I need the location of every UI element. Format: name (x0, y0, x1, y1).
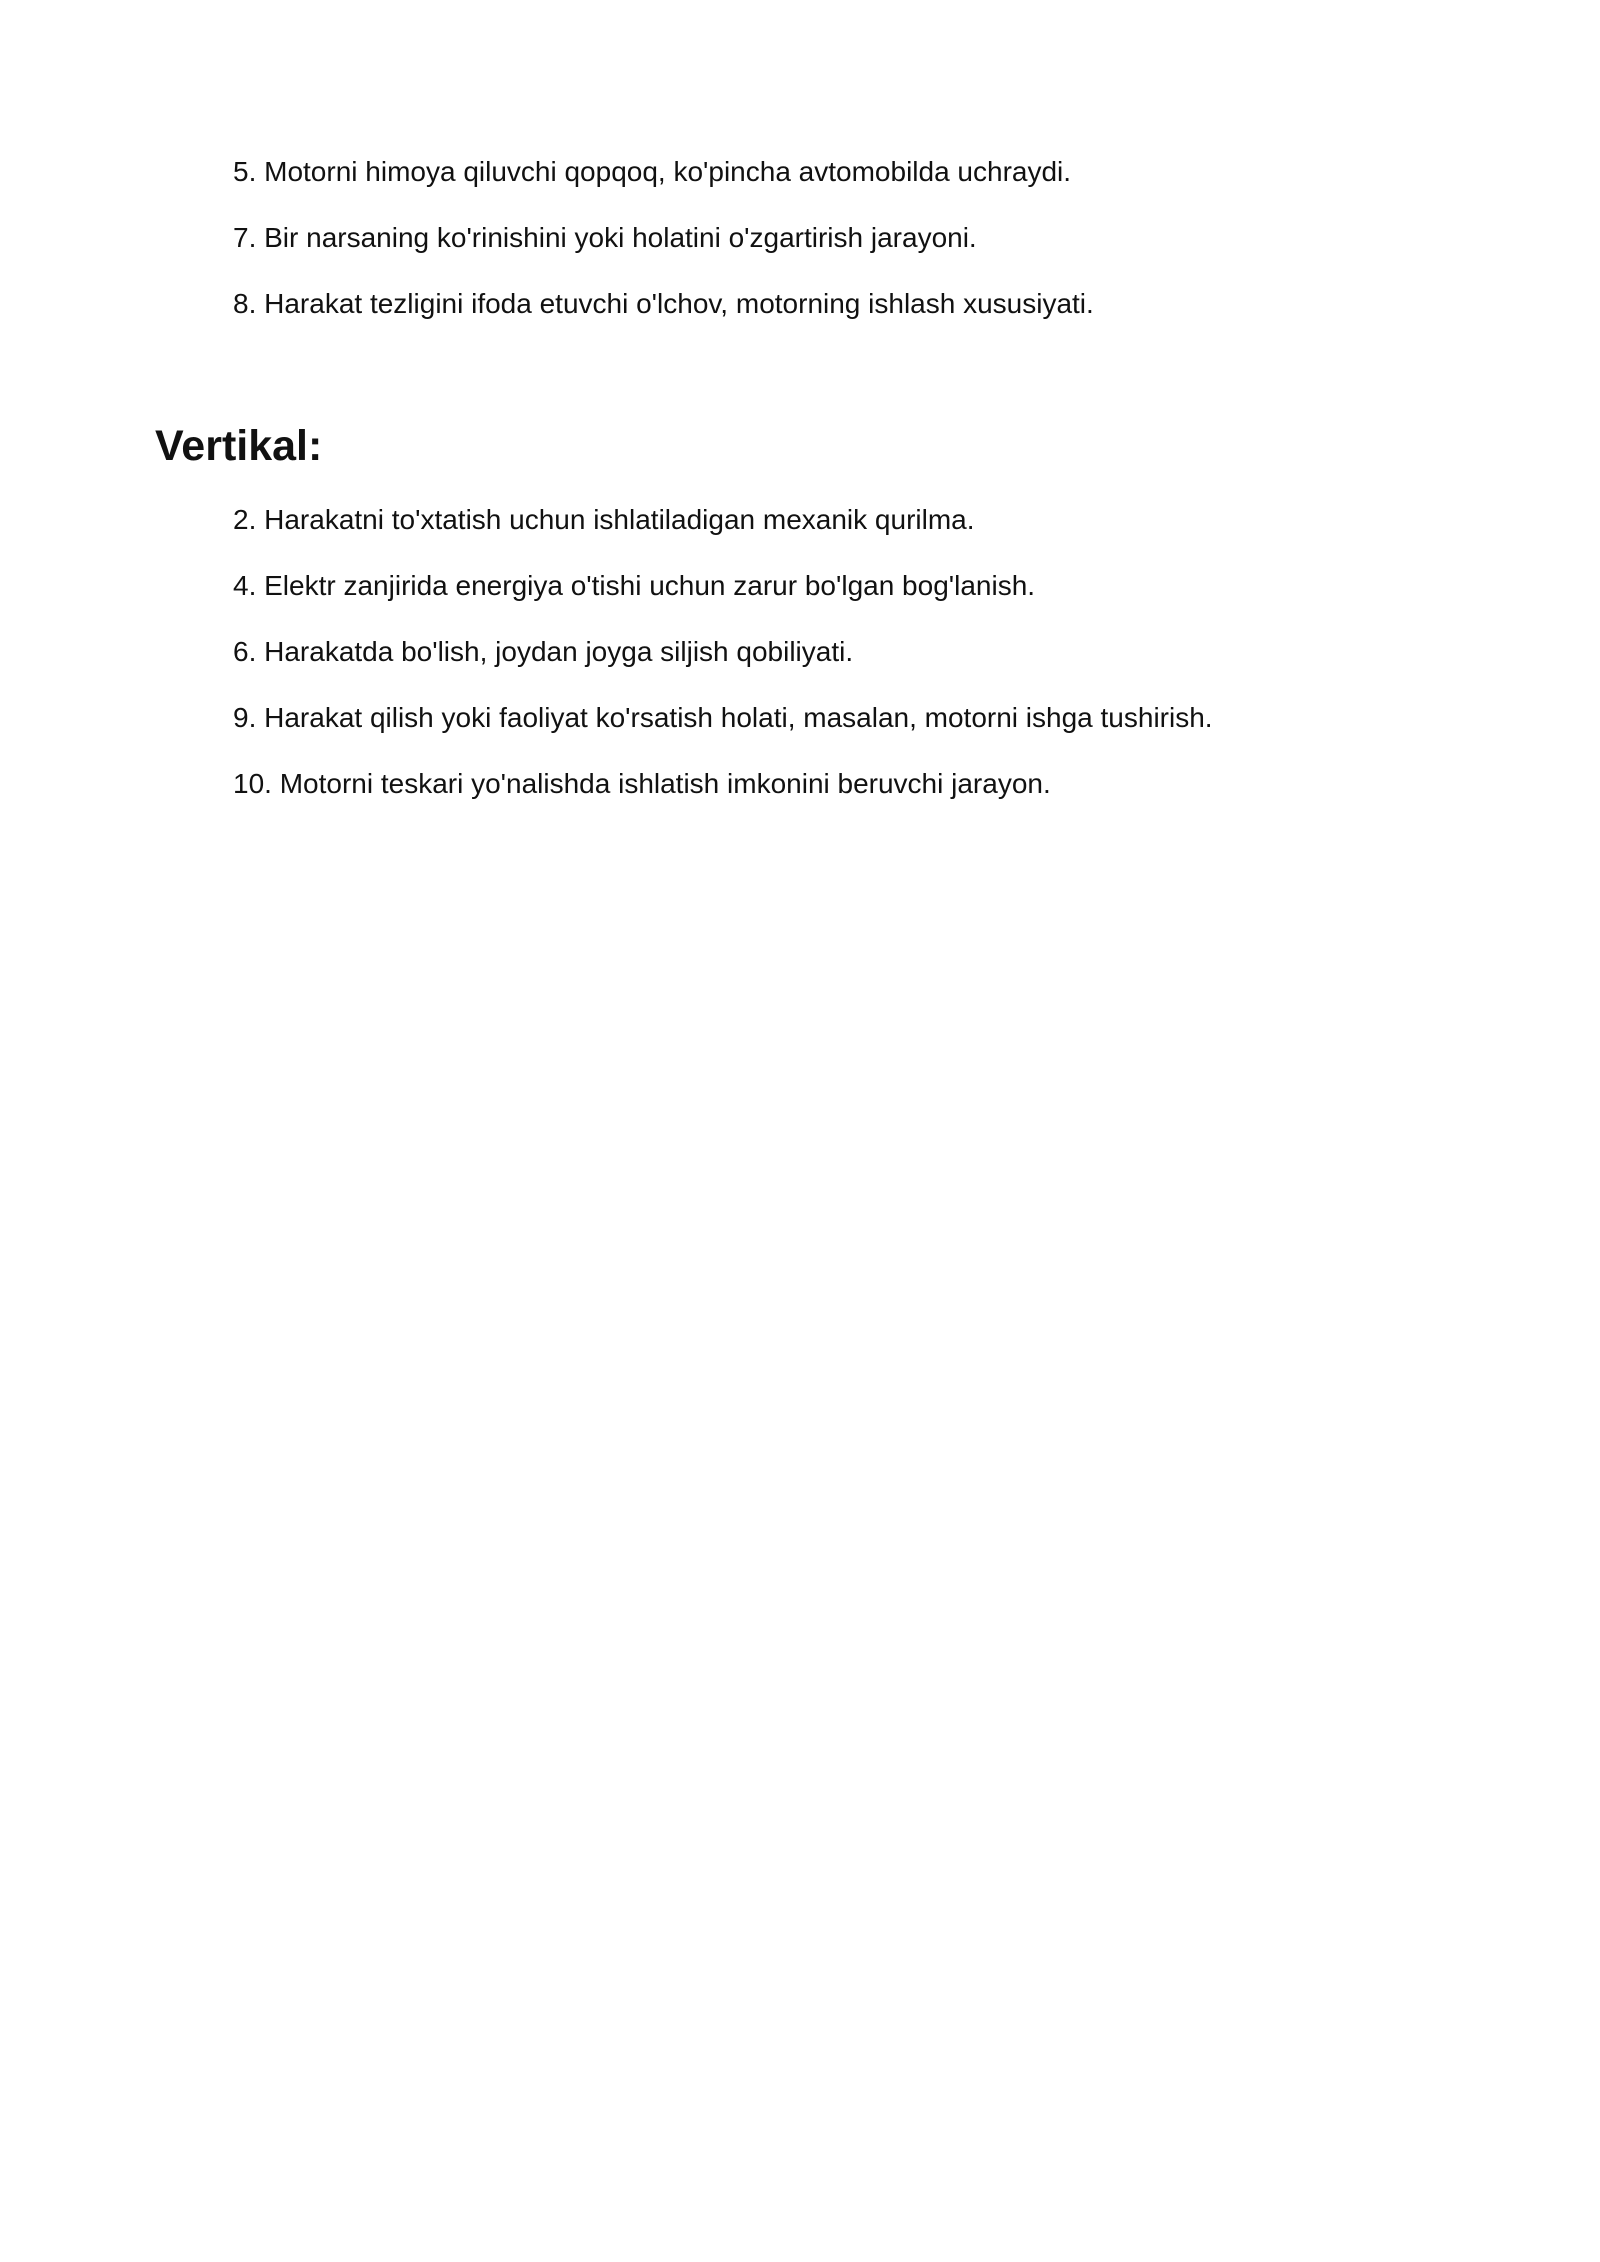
clue-item: 9. Harakat qilish yoki faoliyat ko'rsatish holati, masalan, motorni ishga tushirish. (233, 702, 1213, 733)
clue-item: 10. Motorni teskari yo'nalishda ishlatish imkonini beruvchi jarayon. (233, 768, 1051, 799)
vertical-clue-list (233, 500, 1213, 830)
clue-item: 7. Bir narsaning ko'rinishini yoki holatini o'zgartirish jarayoni. (233, 222, 977, 253)
clue-item: 4. Elektr zanjirida energiya o'tishi uchun zarur bo'lgan bog'lanish. (233, 570, 1036, 601)
vertical-heading: Vertikal: (155, 422, 323, 470)
horizontal-clue-list (233, 152, 1094, 350)
clue-item: 2. Harakatni to'xtatish uchun ishlatiladigan mexanik qurilma. (233, 504, 975, 535)
clue-item: 5. Motorni himoya qiluvchi qopqoq, ko'pincha avtomobilda uchraydi. (233, 156, 1072, 187)
clue-item: 8. Harakat tezligini ifoda etuvchi o'lchov, motorning ishlash xususiyati. (233, 288, 1094, 319)
clue-item: 6. Harakatda bo'lish, joydan joyga siljish qobiliyati. (233, 636, 854, 667)
